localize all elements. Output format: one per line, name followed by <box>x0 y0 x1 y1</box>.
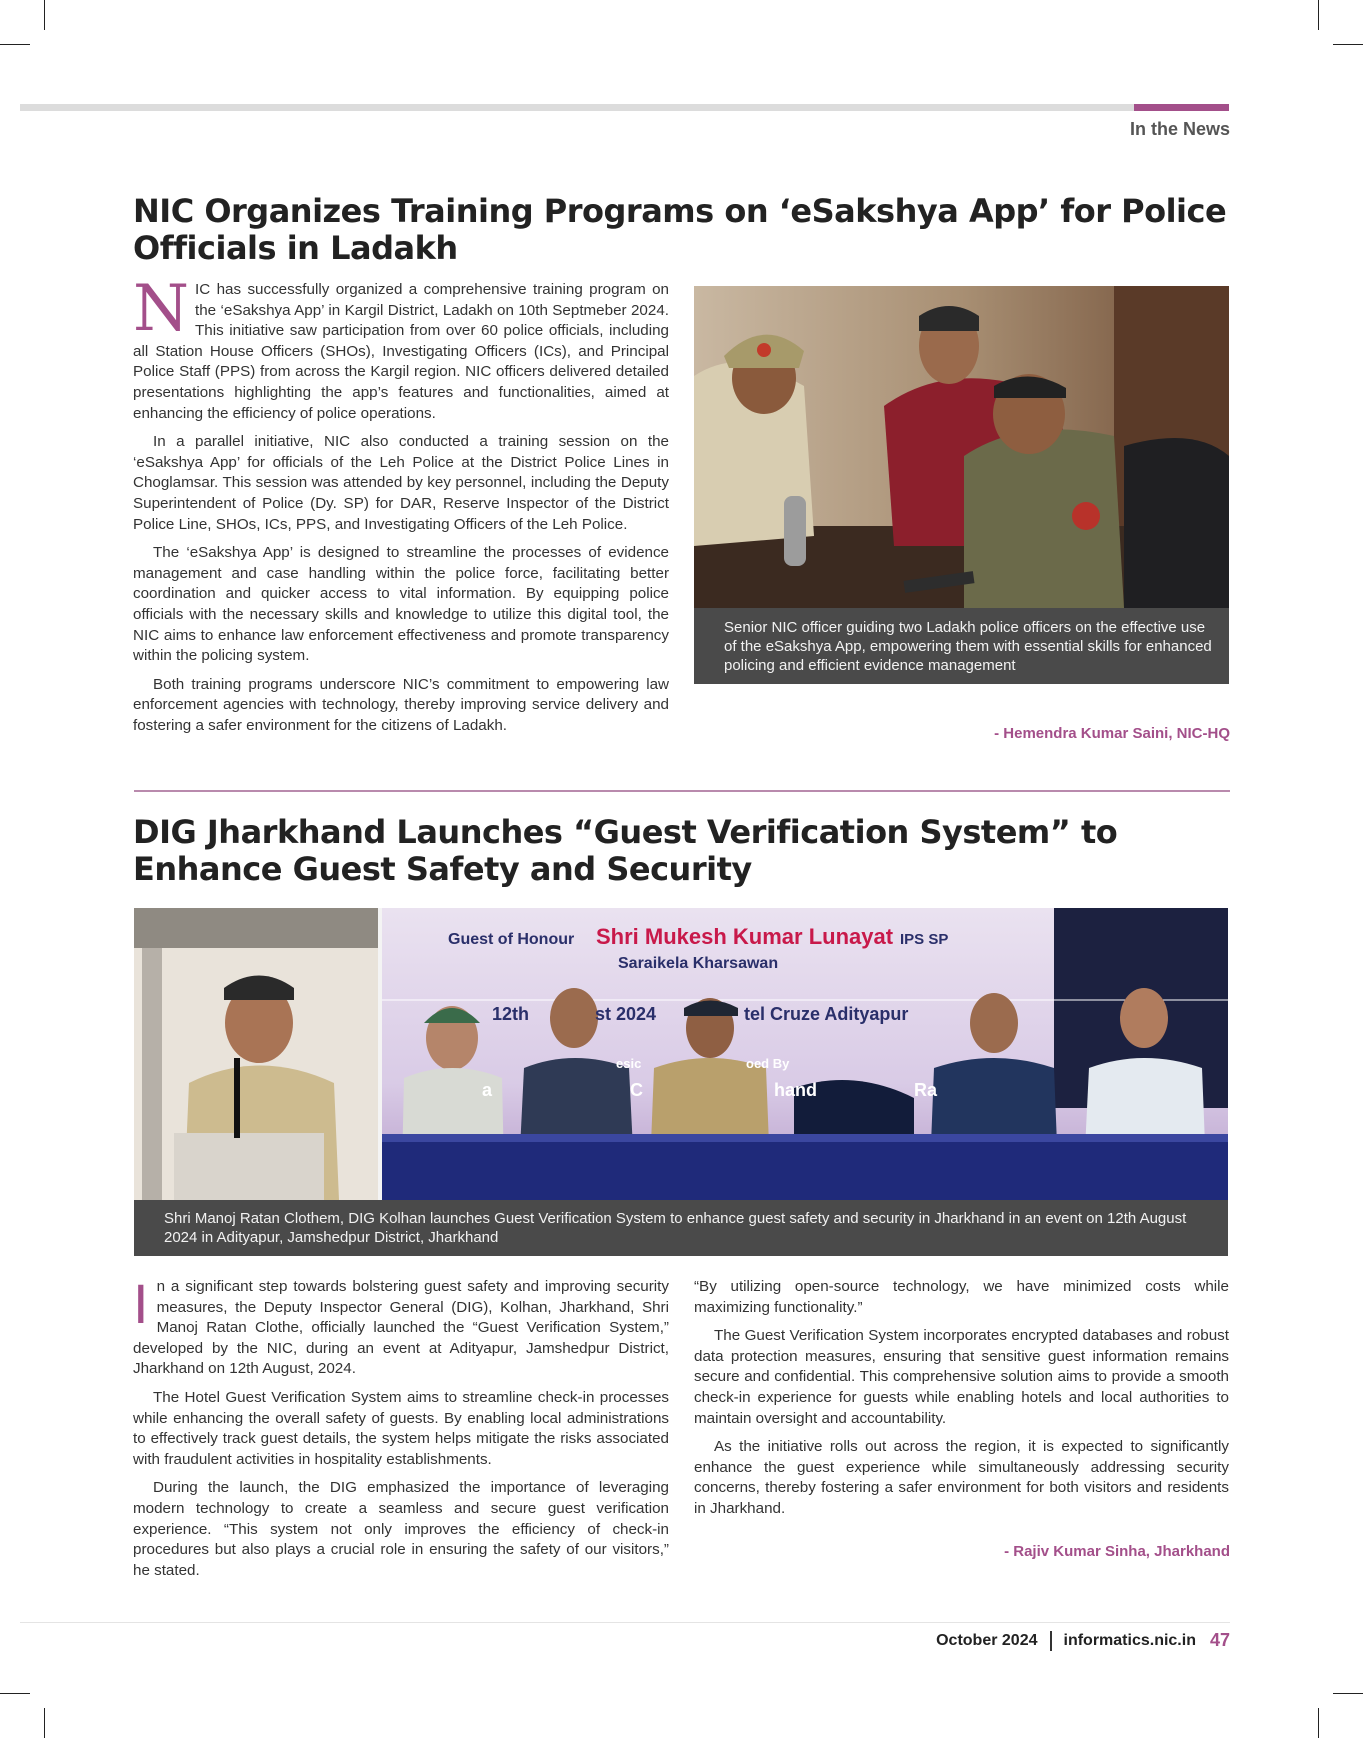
article2-paragraph: In a significant step towards bolstering guest safety and improving security measures, the Deputy Inspector General (DIG), Kolhan, Jharkhand, Shri Manoj Ratan Clothe, officially launched the “Guest Verification System,” developed by the NIC, during an event at Adityapur, Jamshedpur District, Jharkhand on 12th August, 2024. <box>133 1272 669 1378</box>
banner-text: tel Cruze Adityapur <box>744 1004 909 1024</box>
page-number: 47 <box>1209 1630 1230 1650</box>
article2-title: DIG Jharkhand Launches “Guest Verification System” to Enhance Guest Safety and Security <box>133 813 1118 888</box>
crop-mark <box>44 0 45 30</box>
header-accent-bar <box>1134 104 1229 111</box>
crop-mark <box>0 1693 30 1694</box>
article1-paragraph: Both training programs underscore NIC’s commitment to empowering law enforcement agencies with technology, thereby improving service delivery and fostering a safer environment for the citizens of Ladakh. <box>133 675 669 734</box>
article2-paragraph: The Guest Verification System incorporates encrypted databases and robust data protection measures, ensuring that sensitive guest information remains secure and confidential. This comprehensive solution aims to provide a smooth check-in experience for guests while enabling hotels and local authorities to maintain oversight and accountability. <box>694 1327 1229 1427</box>
banner-text: esic <box>616 1056 642 1071</box>
banner-text: Shri Mukesh Kumar Lunayat <box>596 924 894 949</box>
crop-mark <box>1318 1708 1319 1738</box>
article2-paragraph: As the initiative rolls out across the region, it is expected to significantly enhance the guest experience while simultaneously addressing security concerns, thereby fostering a safer environment for both visitors and residents in Jharkhand. <box>694 1438 1229 1517</box>
article1-paragraph: In a parallel initiative, NIC also conducted a training session on the ‘eSakshya App’ for officials of the Leh Police at the District Police Lines in Choglamsar. This session was attended by key personnel, including the Deputy Superintendent of Police (Dy. SP) for DAR, Reserve Inspector of the District Police Line, SHOs, ICs, PPS, and Investigating Officers of the Leh Police. <box>133 433 669 533</box>
banner-text: a <box>482 1080 493 1100</box>
article1-caption: Senior NIC officer guiding two Ladakh police officers on the effective use of the eSakshya App, empowering them with essential skills for enhanced policing and efficient evidence management <box>694 608 1229 684</box>
header-rule <box>20 104 1134 111</box>
banner-text: 12th <box>492 1004 530 1024</box>
article1-byline: - Hemendra Kumar Saini, NIC-HQ <box>994 725 1230 742</box>
article2-paragraph: “By utilizing open-source technology, we have minimized costs while maximizing functionality.” <box>694 1278 1229 1316</box>
article1-photo <box>694 286 1229 608</box>
article2-photo <box>134 908 1228 1200</box>
crop-mark <box>1318 0 1319 30</box>
crop-mark <box>1333 1693 1363 1694</box>
article1-paragraph: The ‘eSakshya App’ is designed to streamline the processes of evidence management and case handling within the police force, facilitating better coordination and quicker access to vital information. By equipping police officials with the necessary skills and knowledge to utilize this digital tool, the NIC aims to enhance law enforcement effectiveness and promote transparency within the policing system. <box>133 544 669 665</box>
banner-text: Ra <box>914 1080 938 1100</box>
article2-byline: - Rajiv Kumar Sinha, Jharkhand <box>1004 1543 1230 1560</box>
article2-paragraph: During the launch, the DIG emphasized the importance of leveraging modern technology to create a seamless and secure guest verification experience. “This system not only improves the efficiency of check-in procedures but also plays a crucial role in ensuring the safety of our visitors,” he stated. <box>133 1479 669 1579</box>
footer-separator <box>1050 1631 1052 1651</box>
footer-issue: October 2024 <box>936 1631 1038 1649</box>
banner-text: Guest of Honour <box>448 931 575 948</box>
article1-paragraph: NIC has successfully organized a comprehensive training program on the ‘eSakshya App’ in Kargil District, Ladakh on 10th Septmeber 2024. This initiative saw participation from over 60 police officials, including all Station House Officers (SHOs), Investigating Officers (ICs), and Principal Police Staff (PPS) from across the Kargil region. NIC officers delivered detailed presentations highlighting the app’s features and functionalities, aimed at enhancing the efficiency of police operations. <box>133 272 669 422</box>
dropcap: N <box>133 272 189 346</box>
article2-body-left <box>133 1272 669 1589</box>
footer-rule <box>20 1622 1230 1623</box>
banner-text: st 2024 <box>595 1004 657 1024</box>
article2-paragraph: The Hotel Guest Verification System aims to streamline check-in processes while enhancing the overall safety of guests. By enabling local administrations to effectively track guest details, the system helps mitigate the risks associated with fraudulent activities in hospitality establishments. <box>133 1388 669 1468</box>
crop-mark <box>44 1708 45 1738</box>
article1-body <box>133 272 669 744</box>
article1-title: NIC Organizes Training Programs on ‘eSakshya App’ for Police Officials in Ladakh <box>133 192 1227 267</box>
crop-mark <box>1333 44 1363 45</box>
footer-site-link[interactable]: informatics.nic.in <box>1063 1631 1196 1649</box>
banner-text: oed By <box>746 1056 790 1071</box>
footer <box>936 1630 1230 1651</box>
banner-text: Saraikela Kharsawan <box>618 955 779 972</box>
article2-body-right <box>694 1277 1229 1528</box>
banner-text: IPS SP <box>900 931 949 948</box>
banner-text: hand <box>774 1080 817 1100</box>
article-divider <box>134 790 1230 792</box>
article2-caption: Shri Manoj Ratan Clothem, DIG Kolhan launches Guest Verification System to enhance guest safety and security in Jharkhand in an event on 12th August 2024 in Adityapur, Jamshedpur District, Jharkhand <box>134 1200 1228 1256</box>
section-tag: In the News <box>1129 119 1230 139</box>
dropcap: I <box>133 1272 149 1335</box>
banner-text: C <box>630 1080 643 1100</box>
crop-mark <box>0 44 30 45</box>
